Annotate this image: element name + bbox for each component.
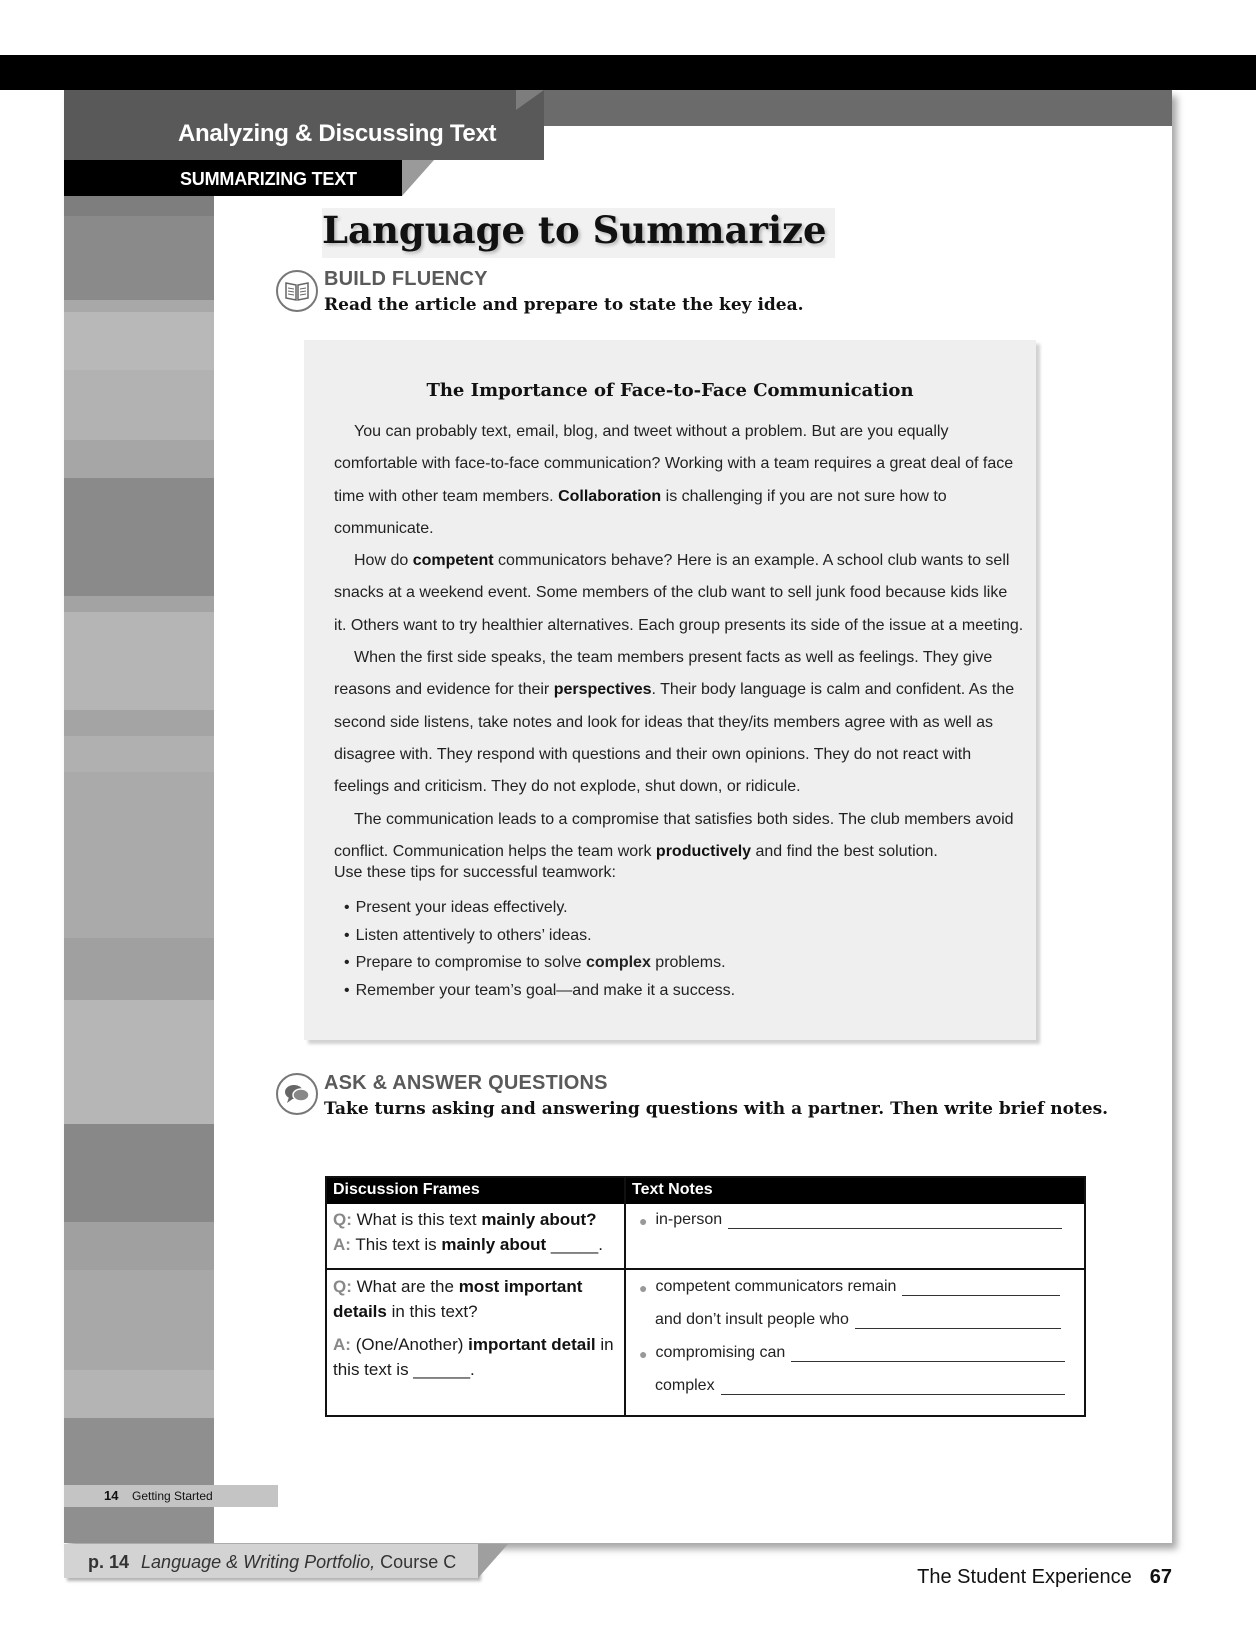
- article-paragraph: When the first side speaks, the team members present facts as well as feelings. They give reasons and evidence for their perspectives. Their body language is calm and confident. As the second side listens, take notes and look for ideas that they/its members agree with as well as disagree with. They respond with questions and their own opinions. They do not react with feelings and criticism. They do not explode, shut down, or ridicule.: [334, 649, 1015, 796]
- note-line[interactable]: ● competent communicators remain: [639, 1278, 1060, 1296]
- ask-answer-heading: ASK & ANSWER QUESTIONS: [324, 1072, 608, 1094]
- tips-list: [344, 894, 1004, 1004]
- page-number-tab: [64, 1485, 278, 1507]
- page-title: Language to Summarize: [322, 208, 835, 258]
- tip-item: • Listen attentively to others’ ideas.: [344, 922, 1004, 950]
- tips-intro: Use these tips for successful teamwork:: [334, 864, 616, 881]
- tip-item: • Remember your team’s goal—and make it a success.: [344, 977, 1004, 1005]
- note-line[interactable]: and don’t insult people who: [655, 1311, 1061, 1329]
- subsection-notch: [402, 160, 434, 196]
- article-body: [334, 416, 1024, 868]
- column-header: Discussion Frames: [333, 1181, 480, 1198]
- workbook-page: [64, 90, 1172, 1543]
- portfolio-caption: p. 14 Language & Writing Portfolio, Course C: [88, 1552, 457, 1572]
- article-paragraph: You can probably text, email, blog, and tweet without a problem. But are you equally comfortable with face-to-face communication? Working with a team requires a great deal of face time with other team members. Collaboration is challenging if you are not sure how to communicate.: [334, 423, 1014, 537]
- section-header-notch: [516, 90, 544, 110]
- footer-label: The Student Experience: [917, 1566, 1132, 1588]
- page-number: 14: [104, 1488, 119, 1503]
- speech-bubbles-icon: [276, 1073, 318, 1115]
- note-line[interactable]: complex: [655, 1377, 1065, 1395]
- vocab-word: Collaboration: [558, 487, 662, 505]
- frame-row-1: Q: What is this text mainly about? A: This text is mainly about _____.: [333, 1210, 603, 1254]
- footer-page-number: 67: [1149, 1566, 1172, 1588]
- column-header: Text Notes: [632, 1181, 713, 1198]
- article-box: [304, 340, 1036, 1040]
- article-paragraph: How do competent communicators behave? Here is an example. A school club wants to sell snacks at a weekend event. Some members of the club want to sell junk food because kids like it. Others want to try healthier alternatives. Each group presents its side of the issue at a meeting.: [334, 552, 1024, 634]
- note-line[interactable]: ● compromising can: [639, 1344, 1065, 1362]
- tip-item: • Present your ideas effectively.: [344, 894, 1004, 922]
- footer-right: [917, 1566, 1172, 1589]
- vocab-word: competent: [412, 552, 494, 570]
- page-sidebar: [64, 90, 214, 1543]
- vocab-word: perspectives: [553, 681, 652, 699]
- top-black-bar: [0, 55, 1256, 90]
- article-paragraph: The communication leads to a compromise that satisfies both sides. The club members avoid conflict. Communication helps the team work productively and find the best solution.: [334, 810, 1014, 860]
- tip-item: • Prepare to compromise to solve complex problems.: [344, 949, 1004, 977]
- article-title: The Importance of Face-to-Face Communication: [426, 380, 914, 401]
- book-icon: [276, 270, 318, 312]
- build-fluency-instruction: Read the article and prepare to state the key idea.: [324, 295, 804, 315]
- subsection-label: SUMMARIZING TEXT: [180, 169, 357, 189]
- table-header: [327, 1178, 1084, 1204]
- build-fluency-heading: BUILD FLUENCY: [324, 268, 488, 290]
- note-line[interactable]: ● in-person: [639, 1211, 1062, 1229]
- page-section-label: Getting Started: [132, 1489, 213, 1503]
- discussion-table: [325, 1176, 1086, 1417]
- section-title: Analyzing & Discussing Text: [178, 120, 497, 147]
- frame-row-2: Q: What are the most important details in this text? A: (One/Another) important detail in this text is ______.: [333, 1277, 614, 1379]
- ask-answer-instruction: Take turns asking and answering questions with a partner. Then write brief notes.: [324, 1099, 1109, 1119]
- vocab-word: productively: [655, 842, 752, 860]
